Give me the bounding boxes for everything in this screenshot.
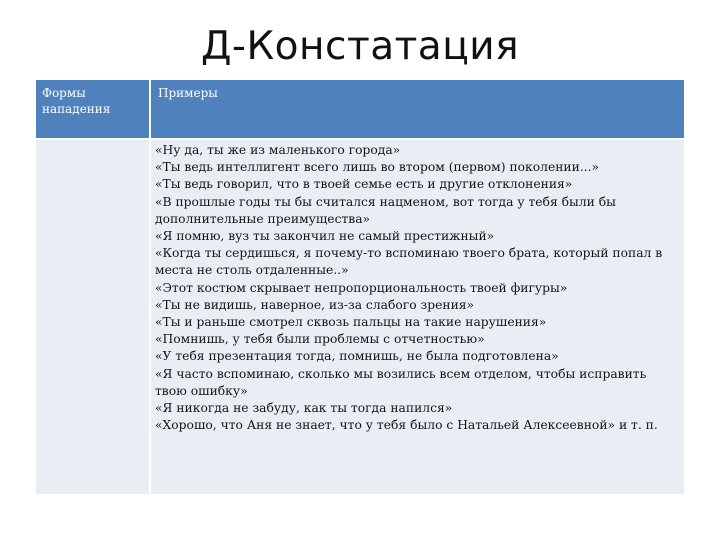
example-line: «Ты ведь интеллигент всего лишь во втором (первом) поколении...» bbox=[155, 160, 600, 175]
table-row bbox=[36, 140, 684, 494]
example-line: «Хорошо, что Аня не знает, что у тебя было с Натальей Алексеевной» и т. п. bbox=[155, 418, 658, 433]
example-line: «Я никогда не забуду, как ты тогда напился» bbox=[155, 401, 453, 416]
examples-cell bbox=[151, 140, 684, 494]
example-line: «У тебя презентация тогда, помнишь, не была подготовлена» bbox=[155, 349, 559, 364]
example-line: «Помнишь, у тебя были проблемы с отчетностью» bbox=[155, 332, 485, 347]
header-cell-examples: Примеры bbox=[151, 80, 684, 138]
example-line: «Я часто вспоминаю, сколько мы возились всем отделом, чтобы исправить твою ошибку» bbox=[155, 366, 647, 398]
attack-forms-table bbox=[36, 80, 684, 494]
example-line: «Ты и раньше смотрел сквозь пальцы на такие нарушения» bbox=[155, 315, 547, 330]
example-line: «Ты не видишь, наверное, из-за слабого зрения» bbox=[155, 297, 475, 312]
example-line: «Ты ведь говорил, что в твоей семье есть и другие отклонения» bbox=[155, 177, 573, 192]
example-line: «Ну да, ты же из маленького города» bbox=[155, 143, 401, 157]
example-line: «Когда ты сердишься, я почему-то вспоминаю твоего брата, который попал в места не столь отдаленные..» bbox=[155, 246, 663, 278]
form-cell bbox=[36, 140, 149, 494]
example-line: «Этот костюм скрывает непропорциональность твоей фигуры» bbox=[155, 280, 568, 295]
header-cell-forms: Формы нападения bbox=[36, 80, 149, 138]
table-header-row bbox=[36, 80, 684, 138]
slide-title: Д-Констатация bbox=[200, 24, 520, 69]
example-line: «В прошлые годы ты бы считался нацменом, вот тогда у тебя были бы дополнительные преимущества» bbox=[155, 194, 616, 226]
example-line: «Я помню, вуз ты закончил не самый престижный» bbox=[155, 229, 495, 244]
